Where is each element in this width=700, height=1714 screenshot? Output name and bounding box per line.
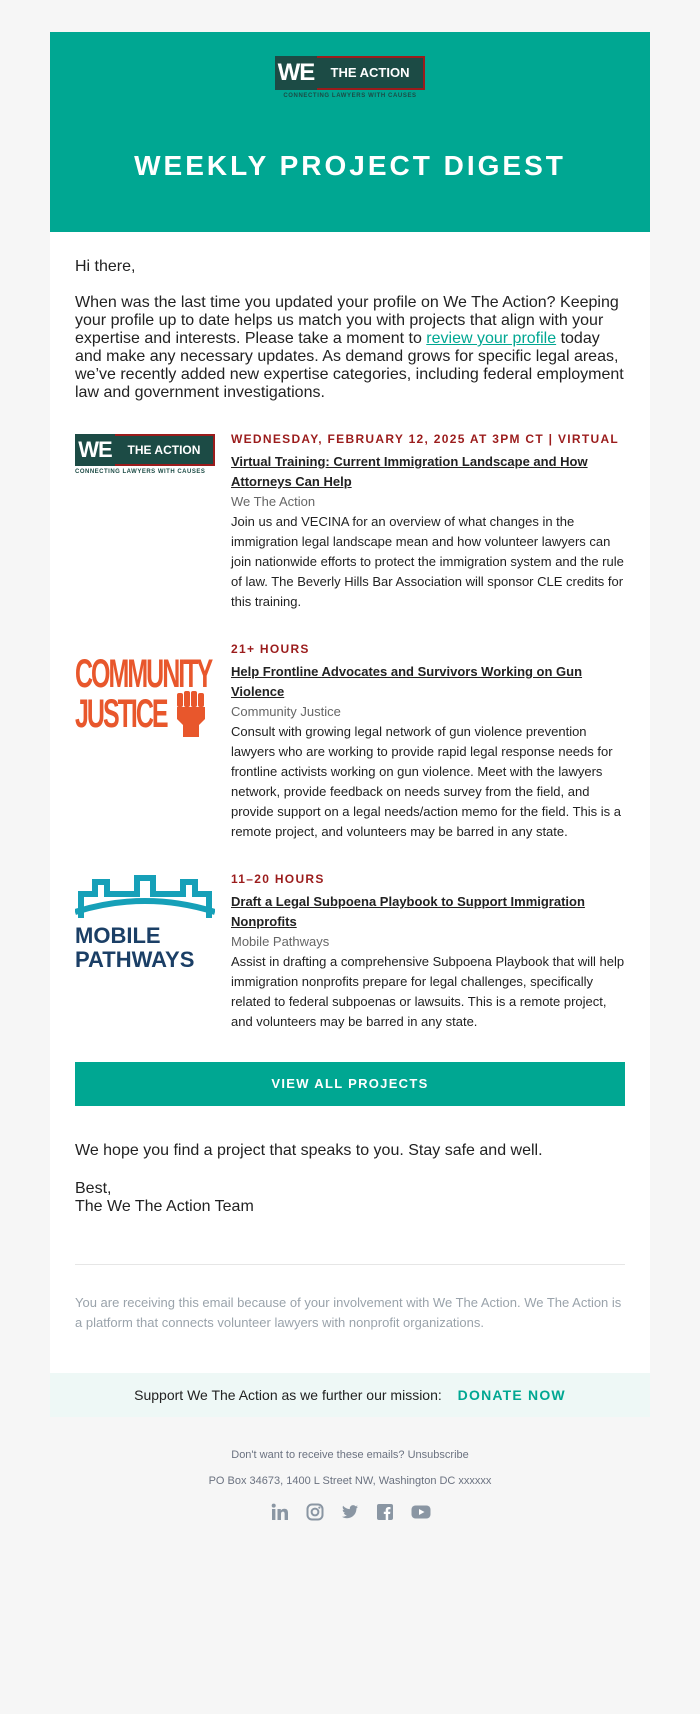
we-the-action-logo[interactable]	[75, 432, 215, 542]
signoff: Best,	[75, 1180, 112, 1197]
unsubscribe-link[interactable]: Don't want to receive these emails? Unsubscribe	[231, 1449, 469, 1461]
greeting: Hi there,	[75, 258, 136, 275]
project-meta: WEDNESDAY, FEBRUARY 12, 2025 AT 3PM CT | VIRTUAL	[231, 432, 620, 446]
project-title-link[interactable]: Help Frontline Advocates and Survivors Working on Gun Violence	[231, 664, 583, 699]
review-profile-link[interactable]: review your profile	[426, 330, 557, 347]
logo-name: THE ACTION	[317, 56, 425, 90]
closing-line: We hope you find a project that speaks to you. Stay safe and well.	[75, 1142, 543, 1159]
footnote: You are receiving this email because of your involvement with We The Action. We The Action is a platform that connects volunteer lawyers with nonprofit organizations.	[75, 1295, 622, 1330]
support-bar	[50, 1373, 650, 1417]
project-description: Consult with growing legal network of gun violence prevention lawyers who are working to provide rapid legal response needs for frontline activists working on gun violence. Meet with the lawyers network, provide feedback on needs survey from the field, and provide support on a legal needs/action memo for the field. This is a remote project, and volunteers may be barred in any state.	[231, 724, 621, 839]
instagram-icon[interactable]	[306, 1503, 324, 1521]
project-card	[75, 432, 625, 612]
project-title-link[interactable]: Virtual Training: Current Immigration Landscape and How Attorneys Can Help	[231, 454, 588, 489]
logo-tagline: CONNECTING LAWYERS WITH CAUSES	[75, 469, 206, 475]
logo-tagline: CONNECTING LAWYERS WITH CAUSES	[283, 93, 417, 99]
view-all-projects-button[interactable]: VIEW ALL PROJECTS	[75, 1062, 625, 1106]
logo-we-mark: WE	[275, 56, 317, 90]
logo-line-mobile: MOBILE	[75, 923, 161, 948]
project-org: Community Justice	[231, 704, 341, 719]
community-justice-logo[interactable]	[75, 642, 215, 752]
logo-name: THE ACTION	[115, 434, 215, 466]
logo-line-pathways: PATHWAYS	[75, 947, 195, 972]
intro-paragraph	[75, 294, 625, 402]
donate-button[interactable]: DONATE NOW	[457, 1387, 566, 1403]
project-description: Assist in drafting a comprehensive Subpoena Playbook that will help immigration nonprofits prepare for legal challenges, specifically related to federal subpoenas or lawsuits. This is a remote project, and volunteers may be barred in any state.	[231, 954, 625, 1029]
support-text: Support We The Action as we further our mission:	[134, 1387, 442, 1403]
email-body	[50, 232, 650, 1373]
mailing-address: PO Box 34673, 1400 L Street NW, Washington DC xxxxxx	[208, 1475, 492, 1487]
logo-we-mark: WE	[75, 434, 115, 466]
header-banner	[50, 32, 650, 232]
project-title-link[interactable]: Draft a Legal Subpoena Playbook to Support Immigration Nonprofits	[231, 894, 585, 929]
divider	[75, 1264, 625, 1265]
project-org: Mobile Pathways	[231, 934, 330, 949]
project-meta: 11–20 HOURS	[231, 872, 325, 886]
logo-line-justice: JUSTICE	[75, 692, 167, 737]
project-info	[231, 642, 625, 842]
project-card	[75, 872, 625, 1032]
project-meta: 21+ HOURS	[231, 642, 310, 656]
mobile-pathways-logo[interactable]	[75, 872, 215, 982]
signature	[75, 1180, 625, 1216]
project-card	[75, 642, 625, 842]
youtube-icon[interactable]	[411, 1503, 429, 1521]
intro-text-start: When was the last time you updated your profile on We The Action? Keeping your profile up to date helps us match you with projects that align with your expertise and interests. Please take a moment to	[75, 294, 619, 347]
footer	[0, 1449, 700, 1521]
brand-logo[interactable]	[275, 56, 425, 99]
intro-text-end: today and make any necessary updates. As demand grows for specific legal areas, we’ve recently added new expertise categories, including federal employment law and government investigations.	[75, 330, 624, 401]
twitter-icon[interactable]	[341, 1503, 359, 1521]
team-name: The We The Action Team	[75, 1198, 254, 1215]
linkedin-icon[interactable]	[271, 1503, 289, 1521]
facebook-icon[interactable]	[376, 1503, 394, 1521]
project-info	[231, 872, 625, 1032]
bridge-icon	[75, 872, 215, 920]
project-org: We The Action	[231, 494, 316, 509]
project-description: Join us and VECINA for an overview of what changes in the immigration legal landscape mean and how volunteer lawyers can join nationwide efforts to protect the immigration system and the rule of law. The Beverly Hills Bar Association will sponsor CLE credits for this training.	[231, 514, 624, 609]
page-title: WEEKLY PROJECT DIGEST	[134, 150, 566, 181]
email-container	[50, 32, 650, 1417]
social-links	[0, 1503, 700, 1521]
logo-line-community: COMMUNITY	[75, 652, 212, 697]
project-info	[231, 432, 625, 612]
